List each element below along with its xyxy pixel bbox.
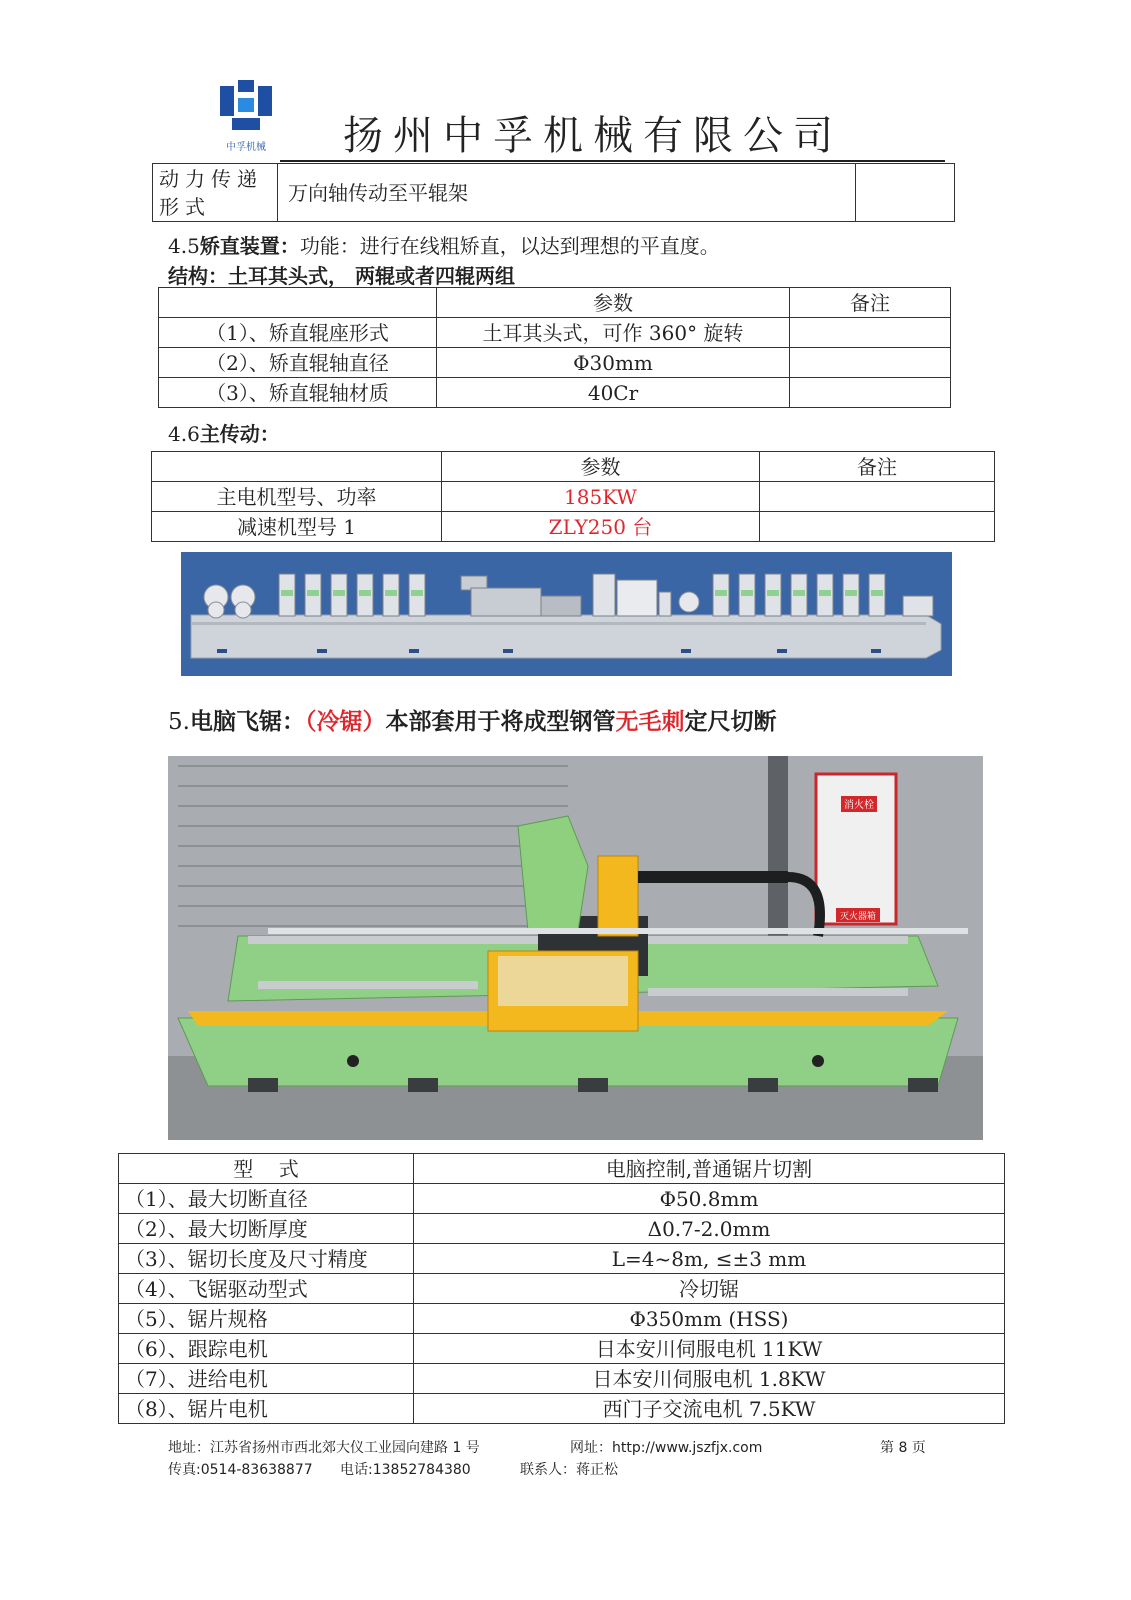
header-cell [152,452,442,482]
row-name: （8）、锯片电机 [119,1394,414,1424]
section-5-heading: 5.电脑飞锯：（冷锯）本部套用于将成型钢管无毛刺定尺切断 [168,709,777,735]
footer-fax: 传真:0514-83638877 [168,1462,313,1478]
row-name: 主电机型号、功率 [152,482,442,512]
table-row [119,1184,1005,1214]
table-row [152,512,995,542]
row-note [790,348,951,378]
footer-page-number: 第 8 页 [880,1440,926,1456]
flying-saw-photo [168,756,983,1140]
row-name: （4）、飞锯驱动型式 [119,1274,414,1304]
table-row [119,1394,1005,1424]
table-row [119,1334,1005,1364]
row-value: 日本安川伺服电机 11KW [414,1334,1005,1364]
fire-hydrant-sign: 消火栓 [844,800,874,811]
table-row [152,482,995,512]
table-row [159,318,951,348]
row-name: （1）、最大切断直径 [119,1184,414,1214]
row-name: （7）、进给电机 [119,1364,414,1394]
table-row [119,1274,1005,1304]
row-value: 185KW [442,482,760,512]
row-value: 西门子交流电机 7.5KW [414,1394,1005,1424]
section-4-6-heading: 4.6主传动： [168,422,280,446]
row-value: 日本安川伺服电机 1.8KW [414,1364,1005,1394]
table-row [159,378,951,408]
straightener-table [158,287,951,408]
company-logo [218,78,274,153]
table-row [159,348,951,378]
row-value: Φ30mm [437,348,790,378]
power-label: 动力传递形式 [153,164,278,222]
row-value: L=4~8m, ≤±3 mm [414,1244,1005,1274]
table-header-row [152,452,995,482]
table-header-row [119,1154,1005,1184]
footer-website: 网址：http://www.jszfjx.com [570,1440,763,1456]
flying-saw-spec-table [118,1153,1005,1424]
row-value: Φ50.8mm [414,1184,1005,1214]
row-name: （1）、矫直辊座形式 [159,318,437,348]
logo-icon [218,78,274,134]
row-value: 40Cr [437,378,790,408]
header-rule [280,160,945,162]
power-note [856,164,955,222]
section-4-5-structure: 结构：土耳其头式， 两辊或者四辊两组 [168,264,515,288]
main-drive-table [151,451,995,542]
row-name: （2）、矫直辊轴直径 [159,348,437,378]
row-note [790,378,951,408]
production-line-diagram [181,552,952,676]
company-name: 扬州中孚机械有限公司 [343,113,843,159]
section-4-5-heading: 4.5矫直装置：功能：进行在线粗矫直，以达到理想的平直度。 [168,234,720,258]
footer-contact: 联系人：蒋正松 [520,1462,618,1478]
header-cell: 参数 [437,288,790,318]
row-value: ZLY250 台 [442,512,760,542]
row-value: Δ0.7-2.0mm [414,1214,1005,1244]
flying-saw-illustration [168,756,983,1140]
table-row [119,1364,1005,1394]
table-row [119,1304,1005,1334]
logo-text: 中孚机械 [226,142,266,153]
row-name: 减速机型号 1 [152,512,442,542]
row-note [760,482,995,512]
table-row [119,1244,1005,1274]
header-cell [159,288,437,318]
row-value: Φ350mm (HSS) [414,1304,1005,1334]
table-header-row [159,288,951,318]
footer-address: 地址：江苏省扬州市西北郊大仪工业园向建路 1 号 [168,1440,480,1456]
table-row [119,1214,1005,1244]
row-value: 冷切锯 [414,1274,1005,1304]
row-name: （5）、锯片规格 [119,1304,414,1334]
extinguisher-sign: 灭火器箱 [839,912,877,922]
table-row [153,164,955,222]
footer-phone: 电话:13852784380 [340,1462,471,1478]
row-name: （3）、锯切长度及尺寸精度 [119,1244,414,1274]
type-label: 型 式 [119,1154,414,1184]
row-name: （6）、跟踪电机 [119,1334,414,1364]
power-value: 万向轴传动至平辊架 [278,164,856,222]
production-line-illustration [181,552,952,676]
type-value: 电脑控制,普通锯片切割 [414,1154,1005,1184]
header-cell: 参数 [442,452,760,482]
header-cell: 备注 [790,288,951,318]
row-name: （2）、最大切断厚度 [119,1214,414,1244]
row-value: 土耳其头式，可作 360° 旋转 [437,318,790,348]
row-note [760,512,995,542]
header-cell: 备注 [760,452,995,482]
power-transmission-table [152,163,955,222]
row-note [790,318,951,348]
row-name: （3）、矫直辊轴材质 [159,378,437,408]
